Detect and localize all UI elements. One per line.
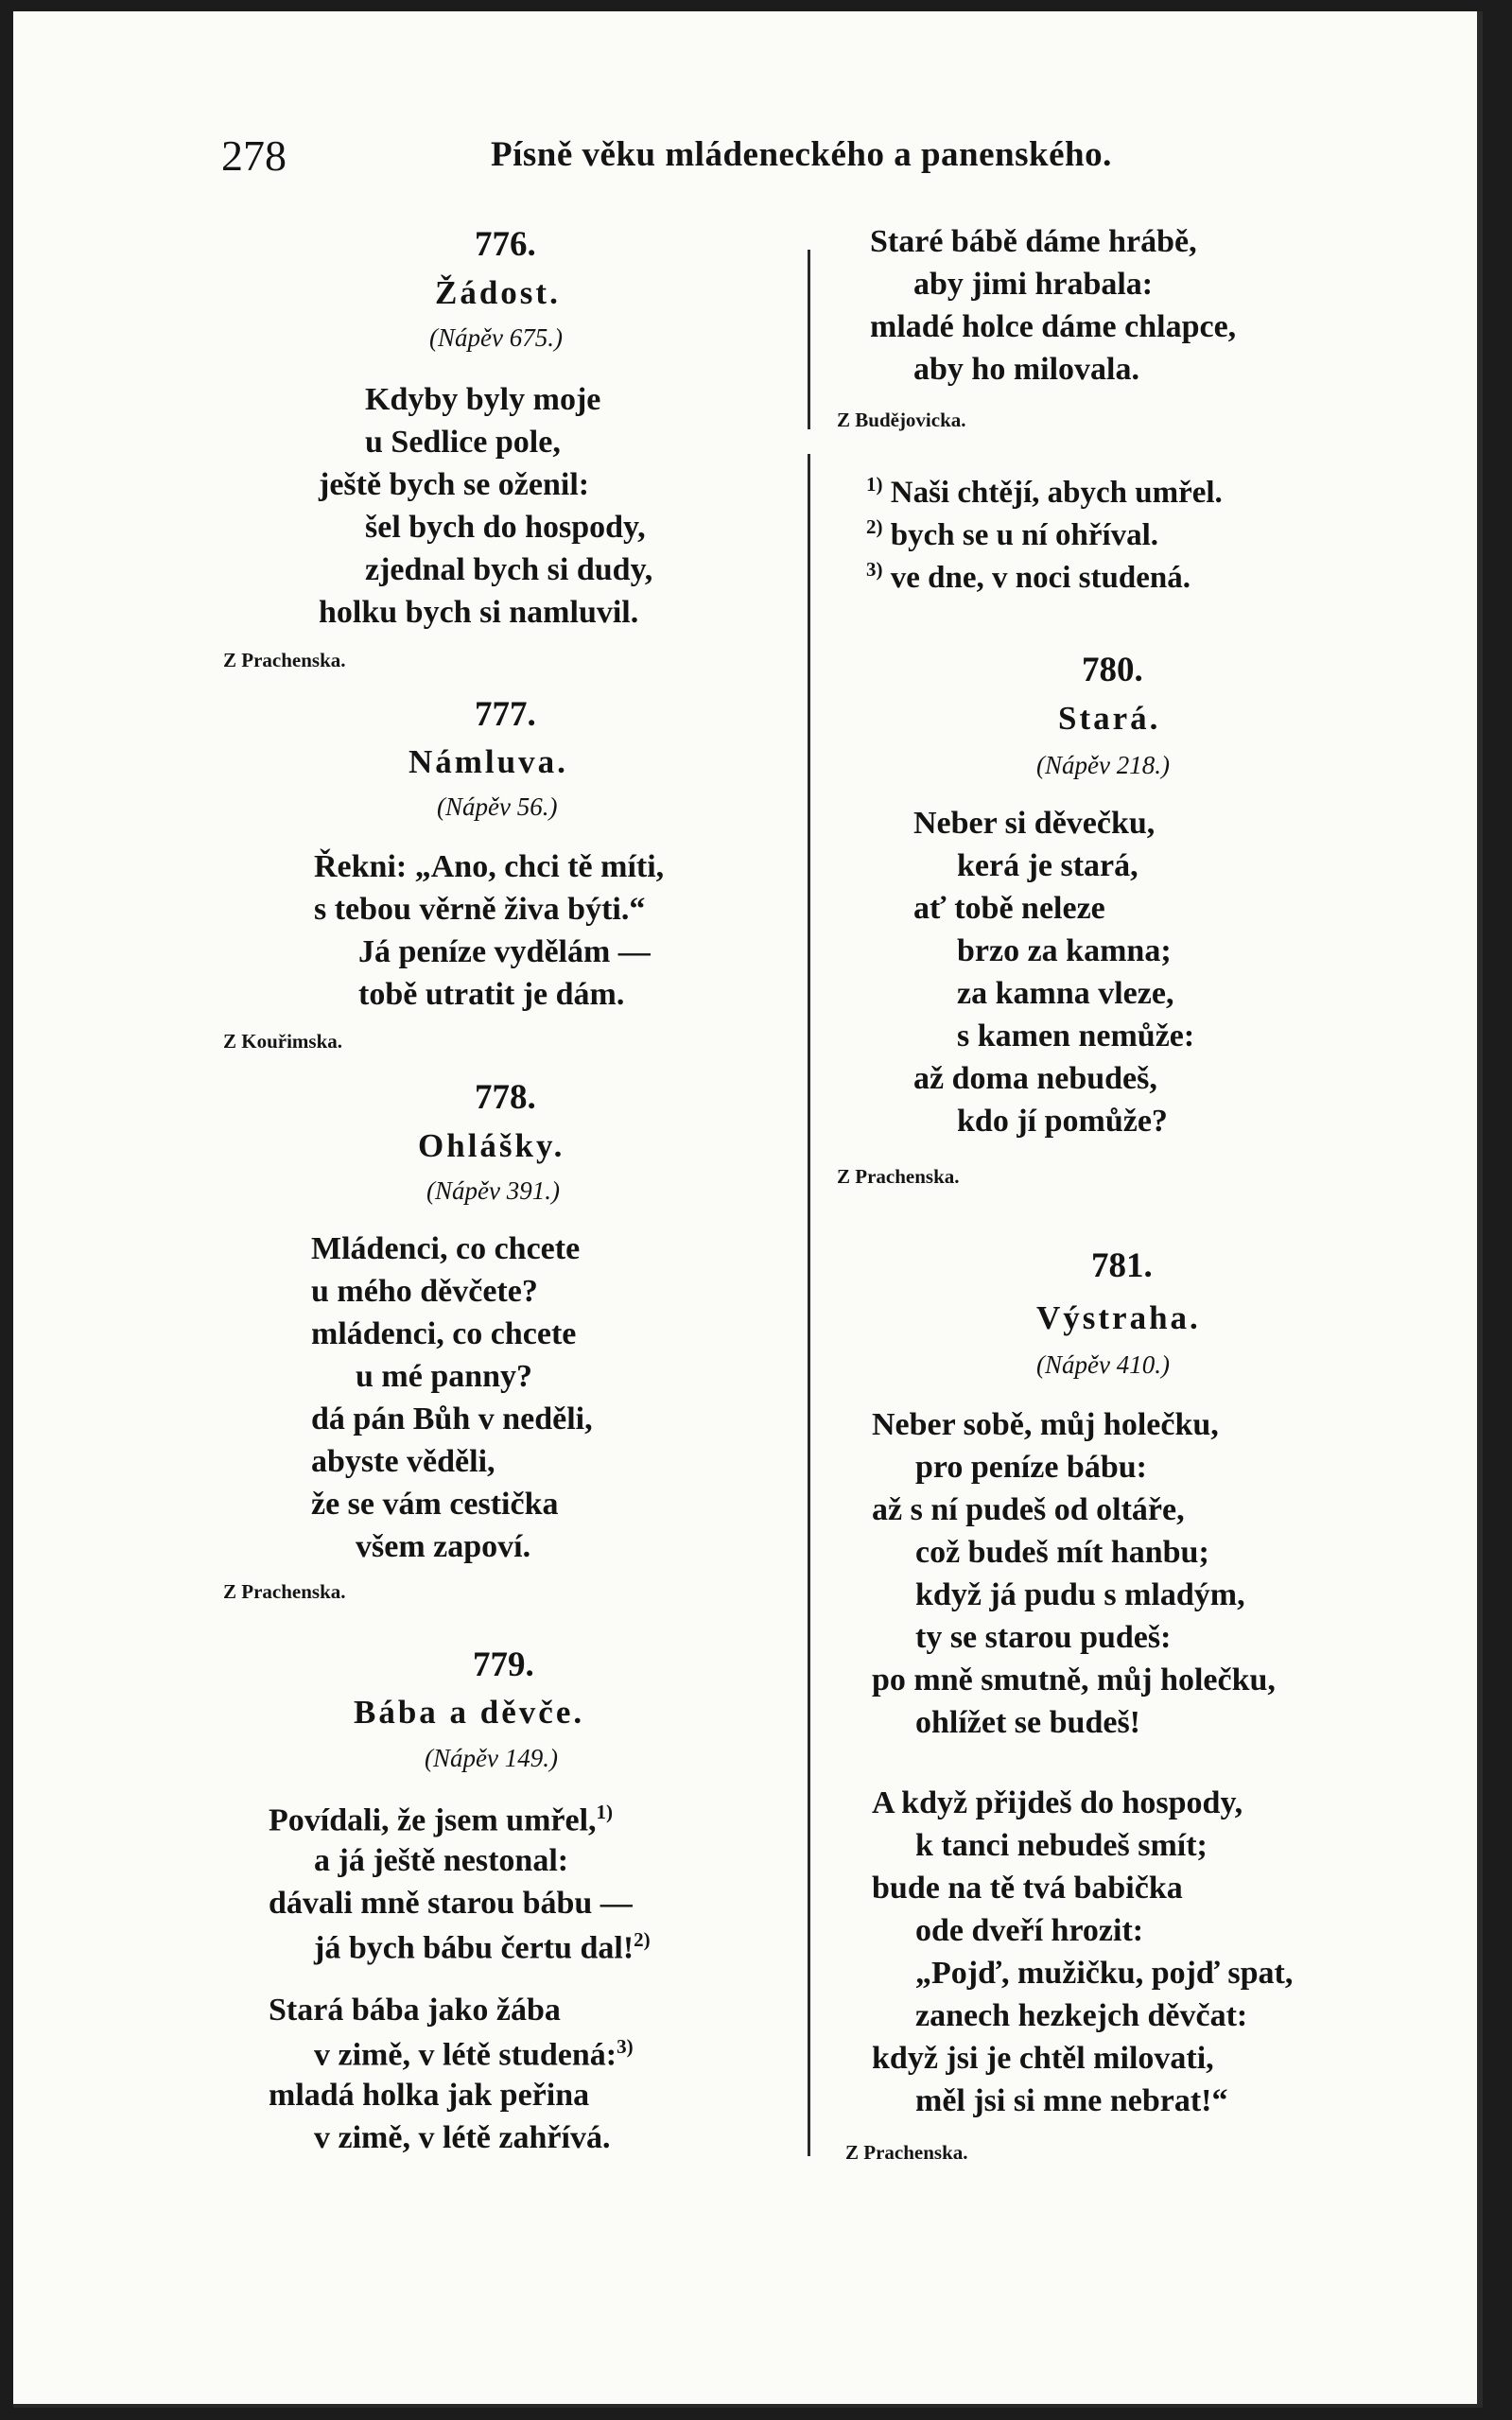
source-note: Z Prachenska. bbox=[223, 1580, 346, 1603]
verse-line: měl jsi si mne nebrat!“ bbox=[915, 2083, 1228, 2118]
verse-line: až doma nebudeš, bbox=[913, 1061, 1157, 1096]
source-note: Z Prachenska. bbox=[845, 2141, 968, 2164]
verse-line: ode dveří hrozit: bbox=[915, 1913, 1144, 1948]
tune-reference: (Nápěv 675.) bbox=[429, 323, 563, 352]
song-title: Žádost. bbox=[435, 274, 561, 311]
verse-line: a já ještě nestonal: bbox=[314, 1843, 569, 1878]
source-note: Z Prachenska. bbox=[223, 649, 346, 671]
verse-line: Řekni: „Ano, chci tě míti, bbox=[314, 849, 665, 884]
verse-line: holku bych si namluvil. bbox=[319, 595, 639, 630]
column-rule bbox=[808, 250, 810, 429]
verse-line: tobě utratit je dám. bbox=[358, 977, 625, 1012]
page-number: 278 bbox=[221, 131, 287, 180]
verse-line: dá pán Bůh v neděli, bbox=[311, 1402, 593, 1436]
verse-line: aby jimi hrabala: bbox=[913, 267, 1154, 302]
footnote: $^{3)}$ ve dne, v noci studená. bbox=[866, 558, 1190, 595]
verse-line: že se vám cestička bbox=[311, 1487, 559, 1522]
column-rule bbox=[808, 454, 810, 2156]
verse-line: bude na tě tvá babička bbox=[872, 1871, 1183, 1906]
song-title: Ohlášky. bbox=[418, 1127, 565, 1164]
book-page bbox=[13, 11, 1483, 2408]
verse-line: šel bych do hospody, bbox=[365, 510, 646, 545]
verse-line: u mého děvčete? bbox=[311, 1274, 538, 1309]
song-number: 781. bbox=[1091, 1246, 1153, 1285]
footnote: $^{2)}$ bych se u ní ohříval. bbox=[866, 515, 1159, 552]
verse-line: když já pudu s mladým, bbox=[915, 1577, 1245, 1612]
source-note: Z Budějovicka. bbox=[837, 409, 966, 431]
running-title: Písně věku mládeneckého a panenského. bbox=[491, 135, 1112, 174]
song-title: Bába a děvče. bbox=[354, 1694, 585, 1731]
song-title: Výstraha. bbox=[1036, 1299, 1201, 1336]
verse-line: mladé holce dáme chlapce, bbox=[870, 309, 1237, 344]
verse-line: všem zapoví. bbox=[356, 1529, 531, 1564]
verse-line: já bych bábu čertu dal!$^{2)}$ bbox=[314, 1928, 651, 1966]
tune-reference: (Nápěv 149.) bbox=[425, 1744, 558, 1772]
footnote-mark: 1) bbox=[596, 1801, 614, 1823]
footnote-mark: 3) bbox=[617, 2035, 634, 2058]
song-title: Námluva. bbox=[408, 743, 568, 780]
source-note: Z Prachenska. bbox=[837, 1165, 960, 1188]
song-title: Stará. bbox=[1058, 700, 1161, 737]
tune-reference: (Nápěv 391.) bbox=[426, 1176, 560, 1205]
verse-line: Já peníze vydělám — bbox=[358, 934, 651, 969]
verse-line: Kdyby byly moje bbox=[365, 382, 601, 417]
verse-line: Neber sobě, můj holečku, bbox=[872, 1407, 1219, 1442]
verse-line: dávali mně starou bábu — bbox=[269, 1886, 633, 1921]
tune-reference: (Nápěv 410.) bbox=[1036, 1350, 1170, 1379]
verse-line: u mé panny? bbox=[356, 1359, 533, 1394]
verse-line: ještě bych se oženil: bbox=[319, 467, 590, 502]
footnote: $^{1)}$ Naši chtějí, abych umřel. bbox=[866, 473, 1223, 510]
verse-line: v zimě, v létě studená:$^{3)}$ bbox=[314, 2035, 634, 2073]
verse-line: mládenci, co chcete bbox=[311, 1316, 577, 1351]
verse-line: brzo za kamna; bbox=[957, 933, 1172, 968]
verse-line: Mládenci, co chcete bbox=[311, 1231, 581, 1266]
verse-line: Stará bába jako žába bbox=[269, 1993, 561, 2028]
verse-line: ty se starou pudeš: bbox=[915, 1620, 1172, 1655]
verse-line: Povídali, že jsem umřel,$^{1)}$ bbox=[269, 1801, 614, 1838]
verse-line: Staré bábě dáme hrábě, bbox=[870, 224, 1197, 259]
song-number: 779. bbox=[473, 1645, 534, 1684]
verse-line: „Pojď, mužičku, pojď spat, bbox=[915, 1956, 1294, 1991]
tune-reference: (Nápěv 218.) bbox=[1036, 751, 1170, 779]
song-number: 778. bbox=[475, 1078, 536, 1117]
tune-reference: (Nápěv 56.) bbox=[437, 792, 558, 821]
verse-line: aby ho milovala. bbox=[913, 352, 1139, 387]
verse-line: ať tobě neleze bbox=[913, 891, 1105, 926]
verse-line: za kamna vleze, bbox=[957, 976, 1174, 1011]
verse-line: mladá holka jak peřina bbox=[269, 2078, 590, 2113]
verse-line: ohlížet se budeš! bbox=[915, 1705, 1140, 1740]
verse-line: k tanci nebudeš smít; bbox=[915, 1828, 1208, 1863]
verse-line: v zimě, v létě zahřívá. bbox=[314, 2120, 611, 2155]
verse-line: až s ní pudeš od oltáře, bbox=[872, 1492, 1185, 1527]
verse-line: zanech hezkejch děvčat: bbox=[915, 1998, 1248, 2033]
verse-line: u Sedlice pole, bbox=[365, 425, 561, 460]
song-number: 776. bbox=[475, 225, 536, 264]
song-number: 777. bbox=[475, 695, 536, 734]
verse-line: pro peníze bábu: bbox=[915, 1450, 1147, 1485]
verse-line: Neber si děvečku, bbox=[913, 806, 1156, 841]
footnote-mark: 2) bbox=[634, 1928, 651, 1951]
song-number: 780. bbox=[1082, 651, 1143, 689]
verse-line: což budeš mít hanbu; bbox=[915, 1535, 1209, 1570]
verse-line: po mně smutně, můj holečku, bbox=[872, 1663, 1276, 1697]
verse-line: zjednal bych si dudy, bbox=[365, 552, 653, 587]
verse-line: když jsi je chtěl milovati, bbox=[872, 2041, 1214, 2076]
source-note: Z Kouřimska. bbox=[223, 1030, 343, 1053]
verse-line: abyste věděli, bbox=[311, 1444, 495, 1479]
verse-line: kdo jí pomůže? bbox=[957, 1104, 1168, 1139]
verse-line: s kamen nemůže: bbox=[957, 1018, 1195, 1053]
verse-line: kerá je stará, bbox=[957, 848, 1138, 883]
verse-line: A když přijdeš do hospody, bbox=[872, 1785, 1243, 1820]
verse-line: s tebou věrně živa býti.“ bbox=[314, 892, 646, 927]
